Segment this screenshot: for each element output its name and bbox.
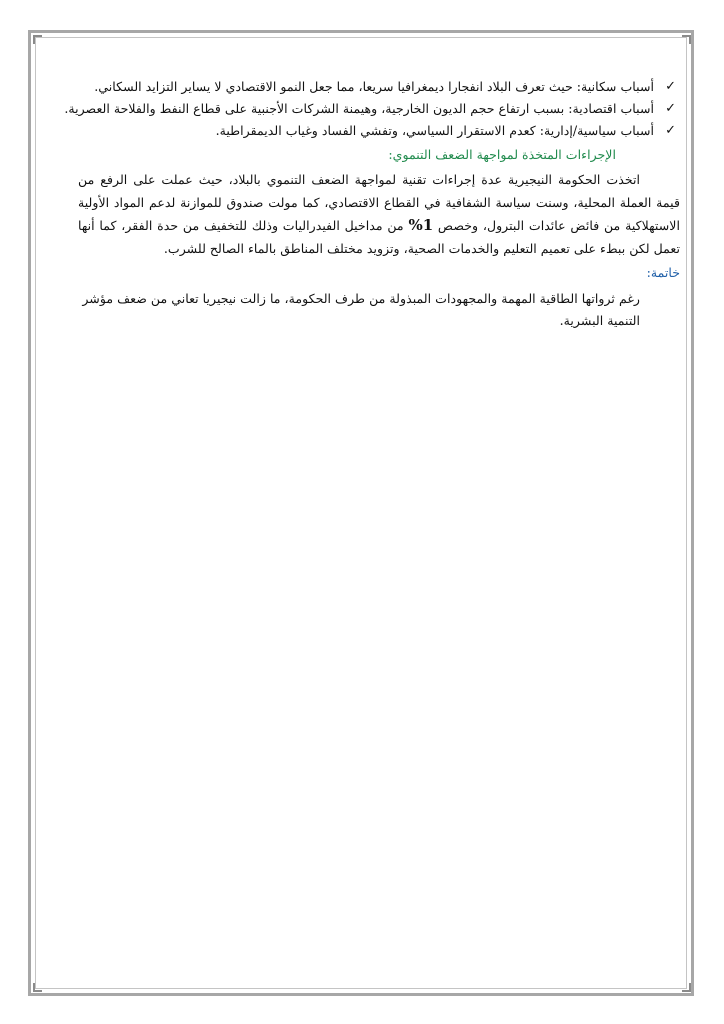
check-mark-icon: ✓ [665,123,676,138]
conclusion-heading: خاتمة: [646,265,680,280]
percent-value: 1% [408,216,434,234]
paragraph-line: وسنت سياسة الشفافية في القطاع الاقتصادي، كما مولت صندوق للموازنة لدعم المواد الأولية الاستهلاكية من فائض عائدات البترول، [78,195,680,233]
conclusion-text: رغم ثرواتها الطاقية المهمة والمجهودات المبذولة من طرف الحكومة، ما زالت نيجيريا تعاني من ضعف مؤشر التنمية البشرية. [82,291,640,328]
bullet-item-demographic [78,76,680,98]
check-mark-icon: ✓ [665,101,676,116]
bullet-text: أسباب اقتصادية: بسبب ارتفاع حجم الديون الخارجية، وهيمنة الشركات الأجنبية على قطاع النفط والفلاحة العصرية. [64,101,654,116]
bullet-text: أسباب سكانية: حيث تعرف البلاد انفجارا ديمغرافيا سريعا، مما جعل النمو الاقتصادي لا يساير التزايد السكاني. [94,79,654,94]
bullet-item-economic [64,98,680,120]
paragraph-line: من مداخيل الفيدراليات وذلك للتخفيف من حدة الفقر، كما أنها تعمل لكن ببطء على تعميم التعليم والخدمات الصحية، [78,218,680,256]
border-corner-ornament [682,983,691,992]
document-body [64,76,680,332]
paragraph-line: وتزويد مختلف المناطق بالماء الصالح للشرب. [163,241,400,256]
bullet-item-political [78,120,680,142]
section-heading-measures: الإجراءات المتخذة لمواجهة الضعف التنموي: [388,147,616,162]
border-corner-ornament [682,35,691,44]
bullet-text: أسباب سياسية/إدارية: كعدم الاستقرار السياسي، وتفشي الفساد وغياب الديمقراطية. [215,123,654,138]
paragraph-line: وخصص [437,218,479,233]
measures-paragraph [78,168,680,260]
border-corner-ornament [33,983,42,992]
paragraph-line: اتخذت الحكومة النيجيرية عدة إجراءات تقنية لمواجهة الضعف التنموي بالبلاد، حيث عملت على الرفع من قيمة العملة المحلية، [78,172,680,210]
check-mark-icon: ✓ [665,79,676,94]
border-corner-ornament [33,35,42,44]
